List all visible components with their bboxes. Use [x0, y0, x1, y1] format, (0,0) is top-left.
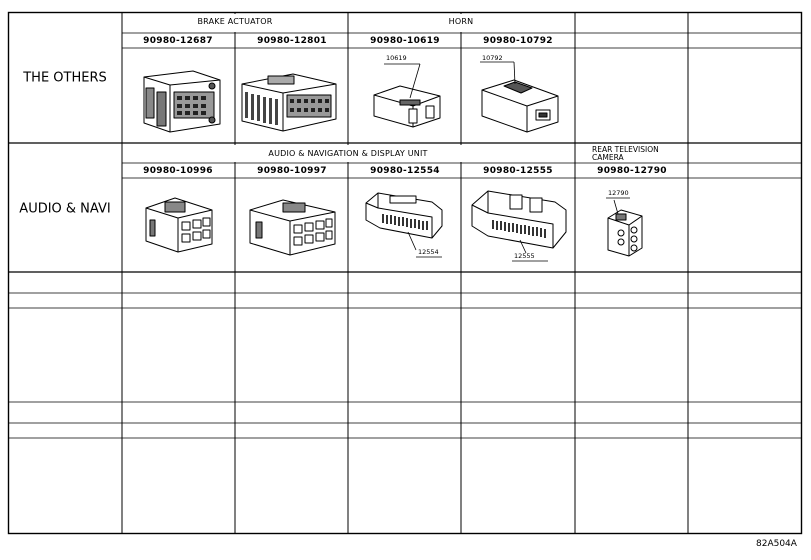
- connector-10619-drawing: [374, 64, 440, 127]
- callout-10619: 10619: [386, 54, 407, 62]
- part-number-10792: 90980-10792: [483, 36, 553, 46]
- group-label-brake-actuator: BRAKE ACTUATOR: [197, 17, 273, 26]
- callout-12554: 12554: [418, 248, 439, 256]
- part-number-10997: 90980-10997: [257, 166, 327, 176]
- part-number-12801: 90980-12801: [257, 36, 327, 46]
- part-number-12790: 90980-12790: [597, 166, 667, 176]
- connector-10792-drawing: [480, 62, 558, 132]
- connector-10997-drawing: [250, 200, 335, 255]
- part-number-12555: 90980-12555: [483, 166, 553, 176]
- connector-10996-drawing: [146, 198, 212, 252]
- connector-12687-drawing: [144, 71, 220, 132]
- callout-10792: 10792: [482, 54, 503, 62]
- category-label-audio-navi: AUDIO & NAVI: [19, 201, 111, 217]
- part-number-12687: 90980-12687: [143, 36, 213, 46]
- part-number-12554: 90980-12554: [370, 166, 440, 176]
- part-number-10996: 90980-10996: [143, 166, 213, 176]
- category-label-the-others: THE OTHERS: [23, 70, 107, 86]
- connector-12801-drawing: [242, 74, 336, 131]
- group-label-rear-television-camera: REAR TELEVISION CAMERA: [592, 145, 659, 162]
- connector-12555-drawing: [472, 191, 566, 261]
- callout-12555: 12555: [514, 252, 535, 260]
- callout-12790: 12790: [608, 189, 629, 197]
- connector-12790-drawing: [606, 198, 642, 256]
- part-number-10619: 90980-10619: [370, 36, 440, 46]
- group-label-audio-navigation-display-unit: AUDIO & NAVIGATION & DISPLAY UNIT: [268, 149, 428, 158]
- group-label-horn: HORN: [448, 17, 474, 26]
- figure-reference: 82A504A: [756, 539, 797, 549]
